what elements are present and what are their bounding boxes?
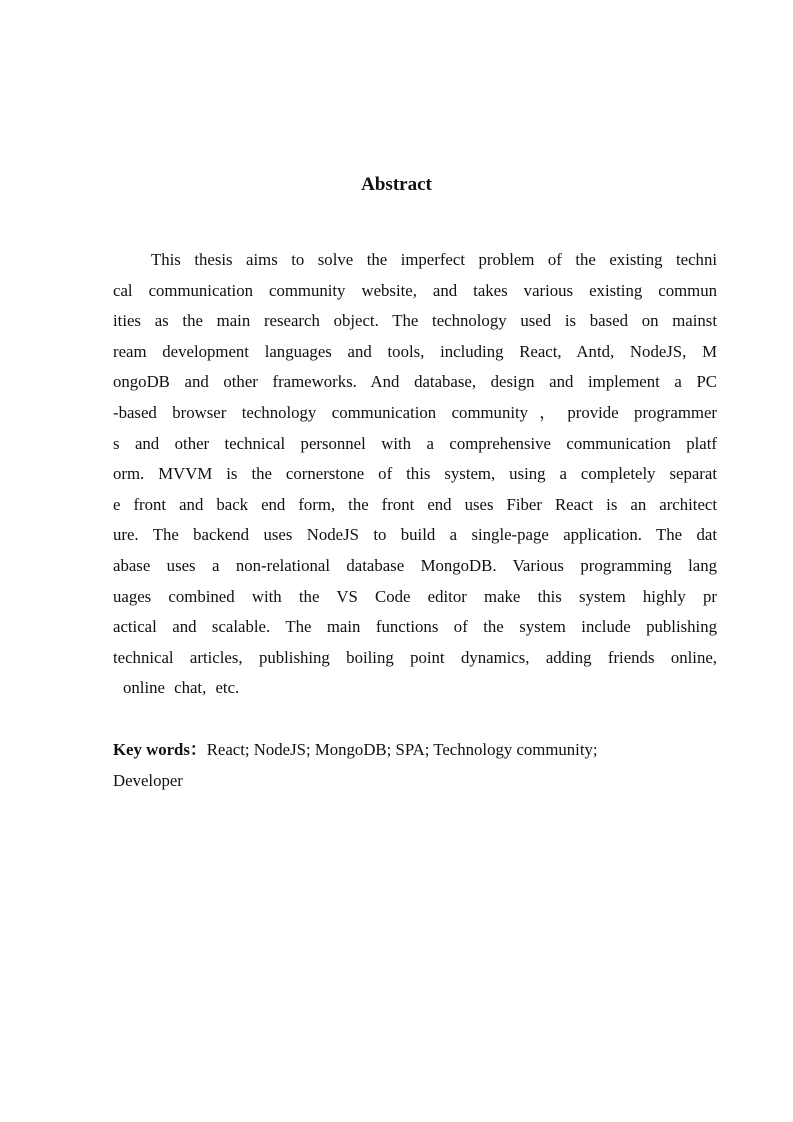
keywords-label: Key words： (113, 740, 207, 759)
abstract-line: ream development languages and tools, including React, Antd, NodeJS, M (113, 341, 717, 361)
abstract-line: orm. MVVM is the cornerstone of this system, using a completely separat (113, 464, 717, 484)
abstract-body (113, 248, 717, 707)
abstract-line: abase uses a non-relational database MongoDB. Various programming lang (113, 555, 717, 575)
abstract-line: actical and scalable. The main functions of the system include publishing (113, 617, 717, 637)
keywords-line (113, 734, 717, 765)
keywords-section (113, 734, 717, 796)
keywords-text: React; NodeJS; MongoDB; SPA; Technology community; (206, 740, 598, 759)
abstract-line: online chat, etc. (123, 678, 240, 698)
abstract-line: cal communication community website, and takes various existing commun (113, 280, 717, 300)
abstract-line: e front and back end form, the front end uses Fiber React is an architect (113, 494, 717, 514)
abstract-line: s and other technical personnel with a comprehensive communication platf (113, 433, 717, 453)
abstract-line: uages combined with the VS Code editor make this system highly pr (113, 586, 717, 606)
abstract-line: -based browser technology communication community，provide programmer (113, 402, 717, 422)
abstract-line: ities as the main research object. The technology used is based on mainst (113, 311, 717, 331)
abstract-line: ongoDB and other frameworks. And database, design and implement a PC (113, 372, 717, 392)
keywords-line-2: Developer (113, 771, 183, 790)
abstract-line: This thesis aims to solve the imperfect problem of the existing techni (151, 250, 717, 269)
abstract-title: Abstract (361, 174, 432, 195)
abstract-line: technical articles, publishing boiling point dynamics, adding friends online, (113, 647, 717, 667)
abstract-line: ure. The backend uses NodeJS to build a single-page application. The dat (113, 525, 717, 545)
